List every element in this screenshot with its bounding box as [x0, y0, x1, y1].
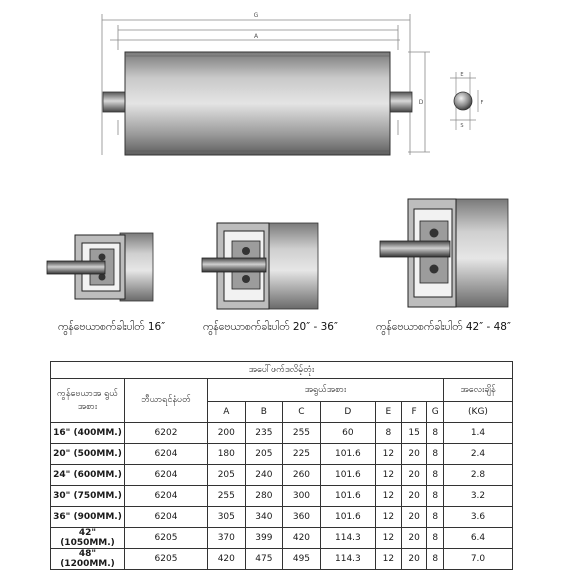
section-view-20-36: [202, 223, 318, 309]
dim-label-f: F: [480, 100, 484, 106]
dim-label-g: G: [253, 12, 259, 19]
table-row: 20" (500MM.) 6204 180 205 225 101.6 12 20 8 2.4: [51, 444, 513, 465]
dim-label-d: D: [418, 99, 424, 106]
header-dimensions: အရွယ်အစား: [208, 379, 444, 402]
dim-label-a: A: [253, 33, 259, 40]
header-weight: အလေးချိန်: [444, 379, 513, 402]
col-a: A: [208, 402, 246, 423]
weight-unit: (KG): [444, 402, 513, 423]
left-shaft: [103, 92, 127, 112]
caption-20-36: ကွန်ဗေယာစက်ခါးပါတ် 20″ - 36″: [203, 321, 338, 333]
caption-16: ကွန်ဗေယာစက်ခါးပါတ် 16″: [58, 321, 166, 333]
roller-drawing: [0, 0, 580, 175]
right-shaft: [388, 92, 412, 112]
col-b: B: [245, 402, 283, 423]
roller-shell: [125, 52, 390, 155]
header-size: ကွန်ဗေယာအ ရွယ်အစား: [51, 379, 125, 423]
table-row: 30" (750MM.) 6204 255 280 300 101.6 12 20 8 3.2: [51, 486, 513, 507]
section-views: [0, 185, 580, 310]
table-row: 48" (1200MM.) 6205 420 475 495 114.3 12 20 8 7.0: [51, 549, 513, 570]
table-row: 36" (900MM.) 6204 305 340 360 101.6 12 20 8 3.6: [51, 507, 513, 528]
table-row: 42" (1050MM.) 6205 370 399 420 114.3 12 20 8 6.4: [51, 528, 513, 549]
col-c: C: [283, 402, 321, 423]
table-row: 16" (400MM.) 6202 200 235 255 60 8 15 8 1.4: [51, 423, 513, 444]
table-title: အပေါ်ဖက်ဒလိမ့်တုံး: [51, 362, 513, 379]
col-e: E: [376, 402, 402, 423]
table-row: 24" (600MM.) 6204 205 240 260 101.6 12 20 8 2.8: [51, 465, 513, 486]
dim-label-s: S: [460, 123, 464, 129]
header-bearing: ဘီယာရင်နံပတ်: [125, 379, 208, 423]
caption-42-48: ကွန်ဗေယာစက်ခါးပါတ် 42″ - 48″: [376, 321, 511, 333]
section-view-16: [47, 233, 153, 301]
col-g: G: [427, 402, 444, 423]
shaft-end-ball: [454, 92, 472, 110]
spec-table: [50, 361, 513, 570]
col-f: F: [401, 402, 427, 423]
section-view-42-48: [380, 199, 508, 307]
col-d: D: [320, 402, 375, 423]
dim-label-e: E: [460, 72, 464, 78]
